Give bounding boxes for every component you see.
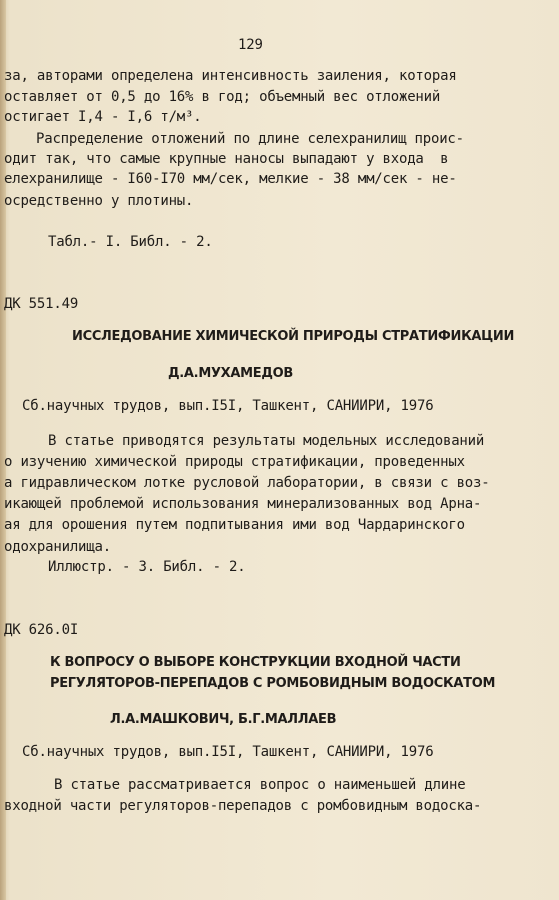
abstract-line: икающей проблемой использования минерализованных вод Арна- — [4, 496, 482, 512]
article-authors: Л.А.МАШКОВИЧ, Б.Г.МАЛЛАЕВ — [110, 712, 337, 727]
text-line: за, авторами определена интенсивность заиления, которая — [4, 68, 457, 84]
abstract-line: В статье рассматривается вопрос о наименьшей длине — [54, 777, 466, 793]
article-title-line-1: К ВОПРОСУ О ВЫБОРЕ КОНСТРУКЦИИ ВХОДНОЙ ЧАСТИ — [50, 655, 461, 670]
table-bibliography-note: Табл.- I. Библ. - 2. — [48, 234, 213, 250]
udk-code: ДК 551.49 — [4, 296, 79, 312]
abstract-line: В статье приводятся результаты модельных исследований — [48, 433, 485, 449]
abstract-line: одохранилища. — [4, 539, 111, 555]
abstract-line: о изучению химической природы стратификации, проведенных — [4, 454, 465, 470]
abstract-line: ая для орошения путем подпитывания ими вод Чардаринского — [4, 517, 465, 533]
text-line: Распределение отложений по длине селехранилищ проис- — [36, 131, 464, 147]
text-line: одит так, что самые крупные наносы выпадают у входа в — [4, 151, 449, 167]
text-line: елехранилище - I60-I70 мм/сек, мелкие - 38 мм/сек - не- — [4, 171, 457, 187]
article-title-line-2: РЕГУЛЯТОРОВ-ПЕРЕПАДОВ С РОМБОВИДНЫМ ВОДОСКАТОМ — [50, 676, 496, 691]
abstract-line: а гидравлическом лотке русловой лаборатории, в связи с воз- — [4, 475, 490, 491]
page-binding-edge — [0, 0, 6, 900]
article-title: ИССЛЕДОВАНИЕ ХИМИЧЕСКОЙ ПРИРОДЫ СТРАТИФИКАЦИИ — [72, 329, 515, 344]
abstract-line: входной части регуляторов-перепадов с ромбовидным водоска- — [4, 798, 482, 814]
text-line: оставляет от 0,5 до 16% в год; объемный вес отложений — [4, 89, 441, 105]
text-line: остигает I,4 - I,6 т/м³. — [4, 109, 202, 125]
article-source: Сб.научных трудов, вып.I5I, Ташкент, САНИИРИ, 1976 — [22, 744, 434, 760]
illustration-bibliography-note: Иллюстр. - 3. Библ. - 2. — [48, 559, 246, 575]
article-source: Сб.научных трудов, вып.I5I, Ташкент, САНИИРИ, 1976 — [22, 398, 434, 414]
page-number: 129 — [238, 37, 263, 53]
article-author: Д.А.МУХАМЕДОВ — [168, 366, 294, 381]
text-line: осредственно у плотины. — [4, 193, 194, 209]
udk-code: ДК 626.0I — [4, 622, 79, 638]
